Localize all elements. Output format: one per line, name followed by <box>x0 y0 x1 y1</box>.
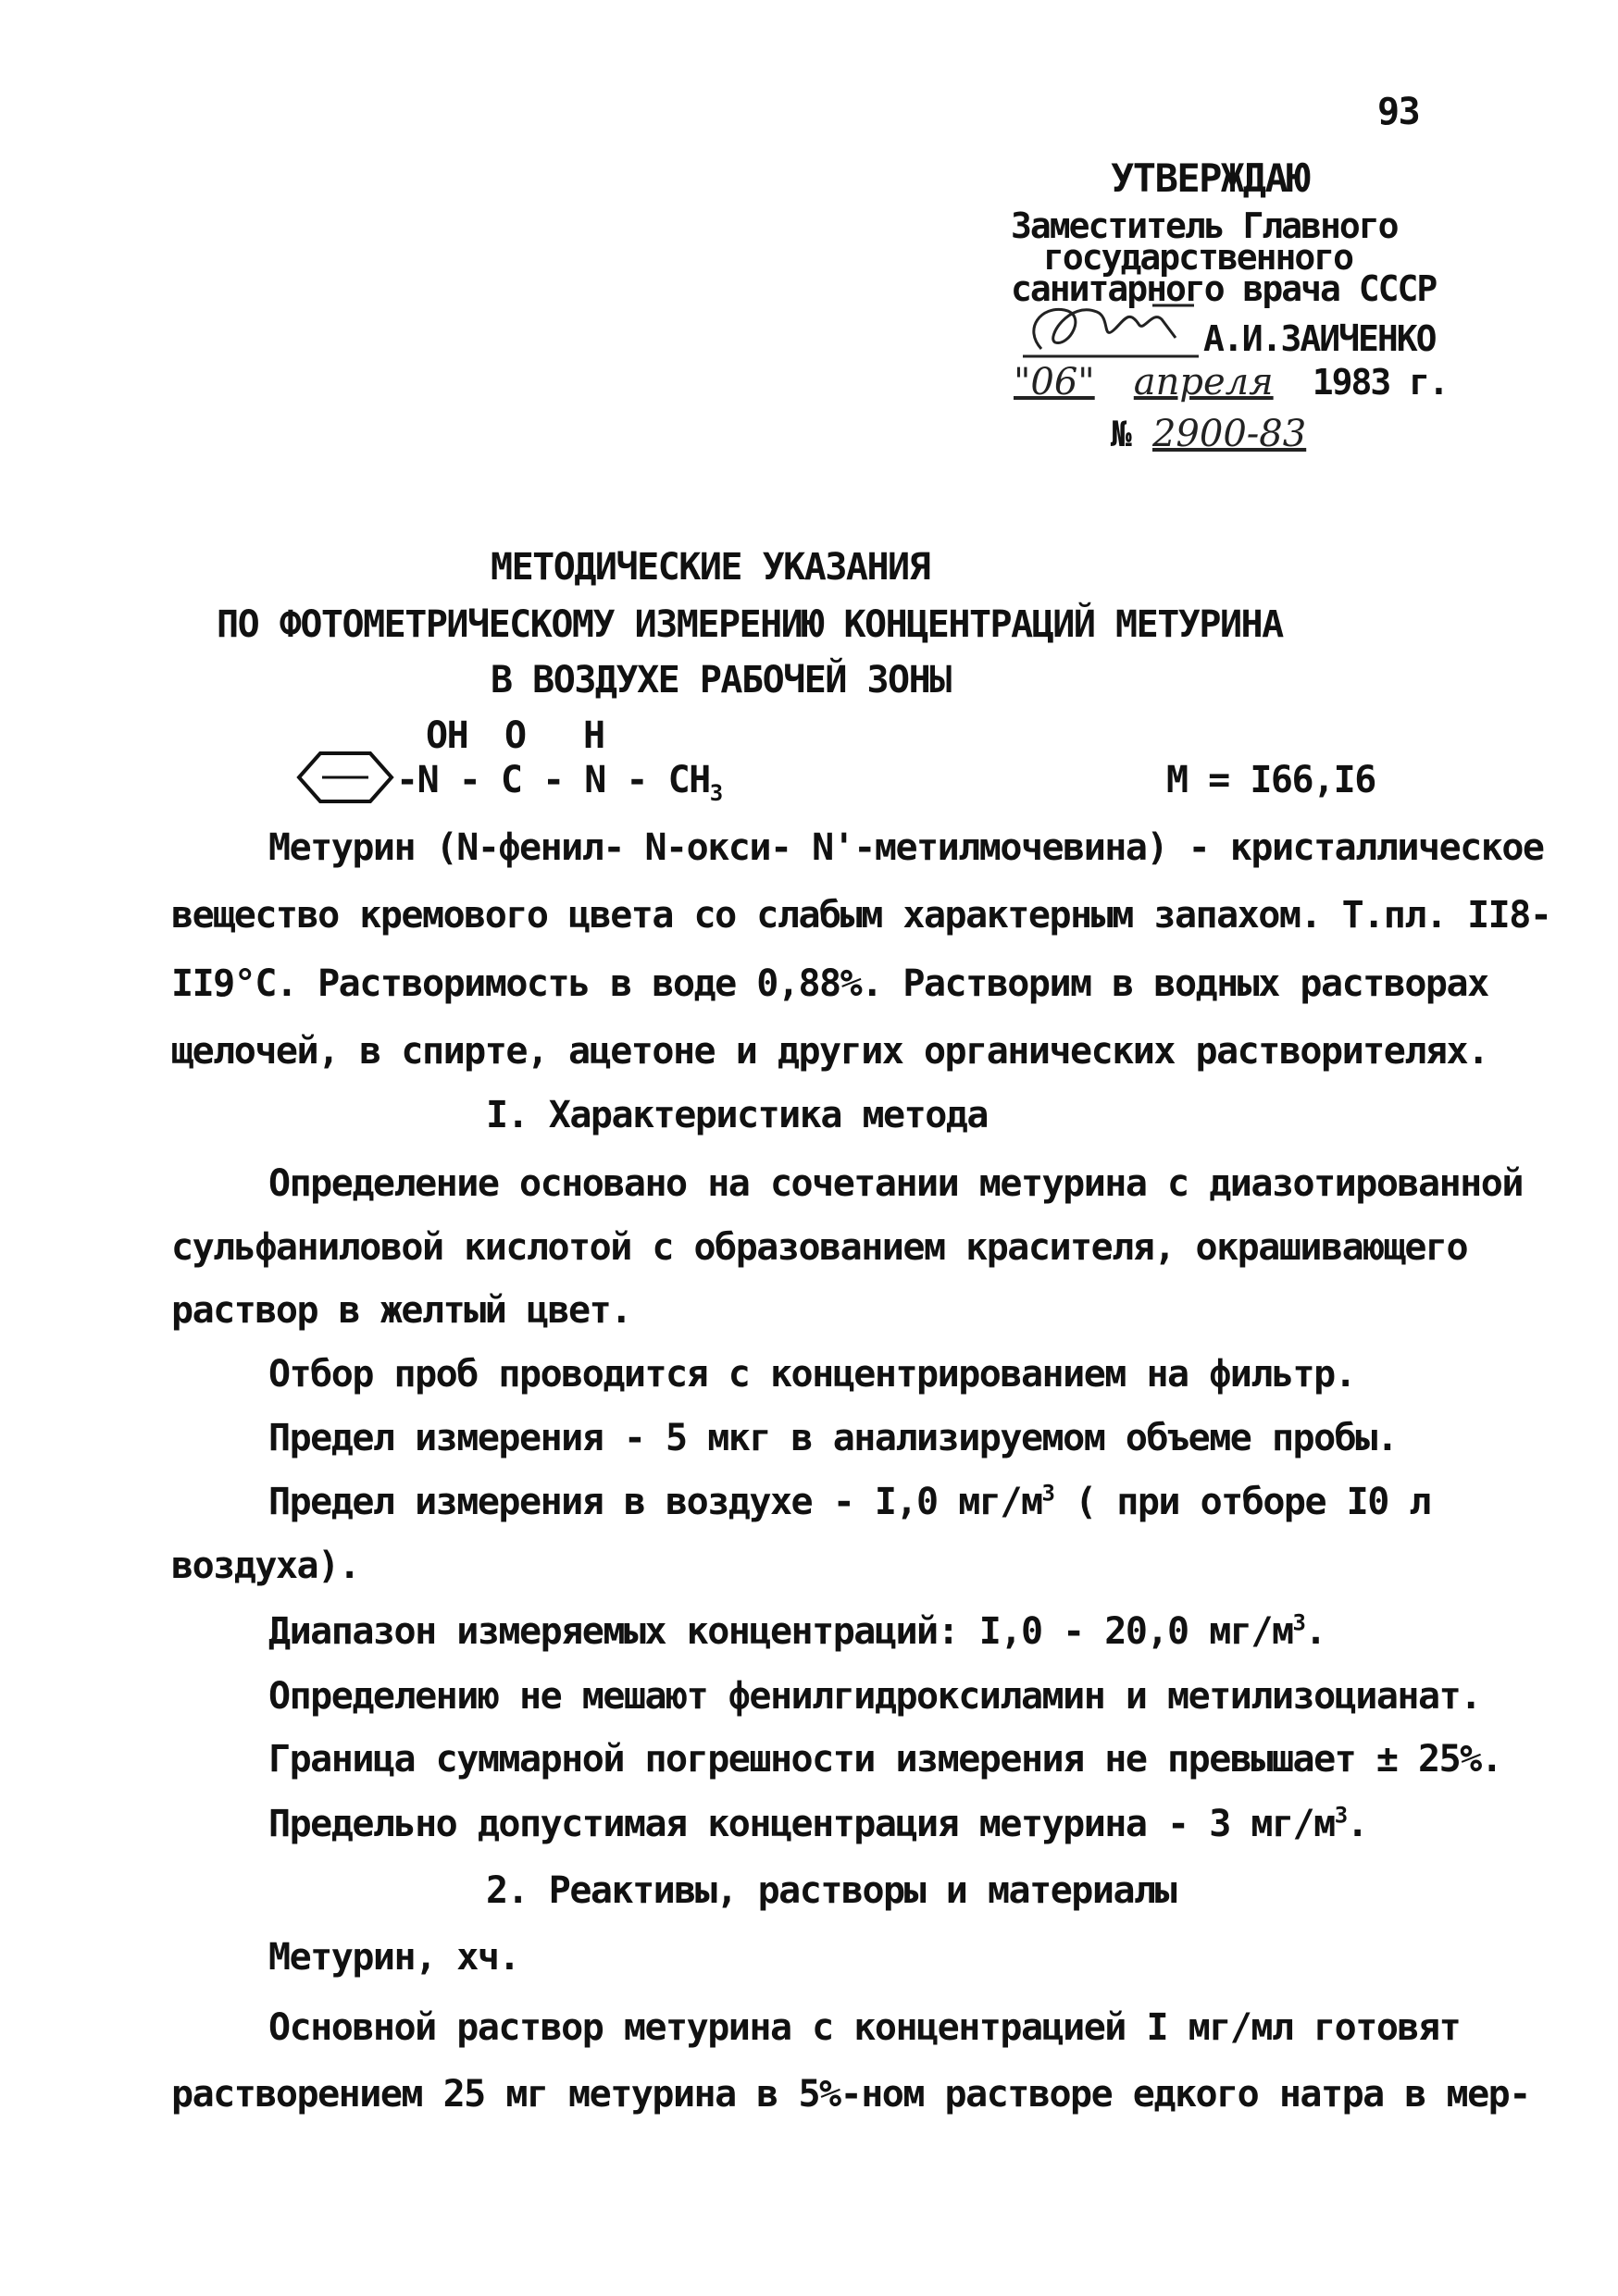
approval-number <box>1111 413 1306 455</box>
p8-text-b: . <box>1346 1803 1368 1845</box>
title-line-2: ПО ФОТОМЕТРИЧЕСКОМУ ИЗМЕРЕНИЮ КОНЦЕНТРАЦИЙ МЕТУРИНА <box>217 603 1283 646</box>
formula-h: H <box>583 714 604 757</box>
formula-chain: -N - C - N - CH <box>396 759 710 801</box>
date-year: 1983 г. <box>1312 362 1448 403</box>
p4-text-a: Предел измерения в воздухе - I,0 мг/м <box>268 1481 1042 1523</box>
title-line-1: МЕТОДИЧЕСКИЕ УКАЗАНИЯ <box>491 546 930 589</box>
date-day: "06" <box>1014 361 1095 403</box>
title-line-3: В ВОЗДУХЕ РАБОЧЕЙ ЗОНЫ <box>491 659 951 701</box>
section-2-p2-line-1: Основной раствор метурина с концентрацией I мг/мл готовят <box>268 2006 1461 2049</box>
section-1-p4-cont: воздуха). <box>171 1545 360 1587</box>
p5-sup: 3 <box>1292 1609 1305 1636</box>
section-1-p1-line-2: сульфаниловой кислотой с образованием красителя, окрашивающего <box>171 1226 1468 1269</box>
section-1-p8 <box>268 1803 1367 1845</box>
p4-text-b: ( при отборе I0 л <box>1053 1481 1430 1523</box>
p4-sup: 3 <box>1041 1480 1054 1507</box>
section-1-p3: Предел измерения - 5 мкг в анализируемом объеме пробы. <box>268 1417 1398 1459</box>
number-value: 2900-83 <box>1151 413 1307 455</box>
signature-icon <box>1014 292 1208 366</box>
number-prefix: № <box>1111 414 1130 454</box>
approval-line-2: государственного <box>1043 237 1353 278</box>
page-number: 93 <box>1377 91 1420 133</box>
p5-text-a: Диапазон измеряемых концентраций: I,0 - 20,0 мг/м <box>268 1610 1293 1653</box>
intro-line-3: II9°С. Растворимость в воде 0,88%. Растворим в водных растворах <box>171 962 1488 1005</box>
intro-line-4: щелочей, в спирте, ацетоне и других органических растворителях. <box>171 1030 1488 1073</box>
p8-text-a: Предельно допустимая концентрация метурина - 3 мг/м <box>268 1803 1335 1845</box>
formula-subscript: 3 <box>709 780 722 806</box>
section-1-p5 <box>268 1610 1326 1653</box>
section-1-heading: I. Характеристика метода <box>486 1094 988 1136</box>
p8-sup: 3 <box>1334 1802 1347 1829</box>
section-1-p7: Граница суммарной погрешности измерения не превышает ± 25%. <box>268 1738 1502 1781</box>
section-2-p2-line-2: растворением 25 мг метурина в 5%-ном растворе едкого натра в мер- <box>171 2073 1530 2116</box>
section-2-p1: Метурин, хч. <box>268 1936 519 1979</box>
approval-line-3: санитарного врача СССР <box>1011 268 1437 309</box>
section-1-p4 <box>268 1481 1430 1523</box>
formula-main <box>396 759 722 806</box>
section-1-p1-line-3: раствор в желтый цвет. <box>171 1289 631 1332</box>
approval-heading: УТВЕРЖДАЮ <box>1111 155 1310 201</box>
benzene-ring-icon <box>294 750 396 805</box>
formula-o: O <box>504 714 526 757</box>
intro-line-1: Метурин (N-фенил- N-окси- N'-метилмочевина) - кристаллическое <box>268 826 1544 869</box>
section-1-p1-line-1: Определение основано на сочетании метурина с диазотированной <box>268 1162 1523 1205</box>
formula-oh: OH <box>426 714 468 757</box>
approval-line-1: Заместитель Главного <box>1011 205 1398 246</box>
section-2-heading: 2. Реактивы, растворы и материалы <box>486 1869 1176 1912</box>
section-1-p6: Определению не мешают фенилгидроксиламин и метилизоцианат. <box>268 1675 1481 1718</box>
molar-mass: M = I66,I6 <box>1166 759 1375 801</box>
p5-text-b: . <box>1304 1610 1326 1653</box>
date-month: апреля <box>1133 361 1274 403</box>
intro-line-2: вещество кремового цвета со слабым характерным запахом. Т.пл. II8- <box>171 894 1551 937</box>
approval-date <box>1014 361 1448 403</box>
approver-name: А.И.ЗАИЧЕНКО <box>1203 318 1436 359</box>
section-1-p2: Отбор проб проводится с концентрированием на фильтр. <box>268 1353 1356 1396</box>
